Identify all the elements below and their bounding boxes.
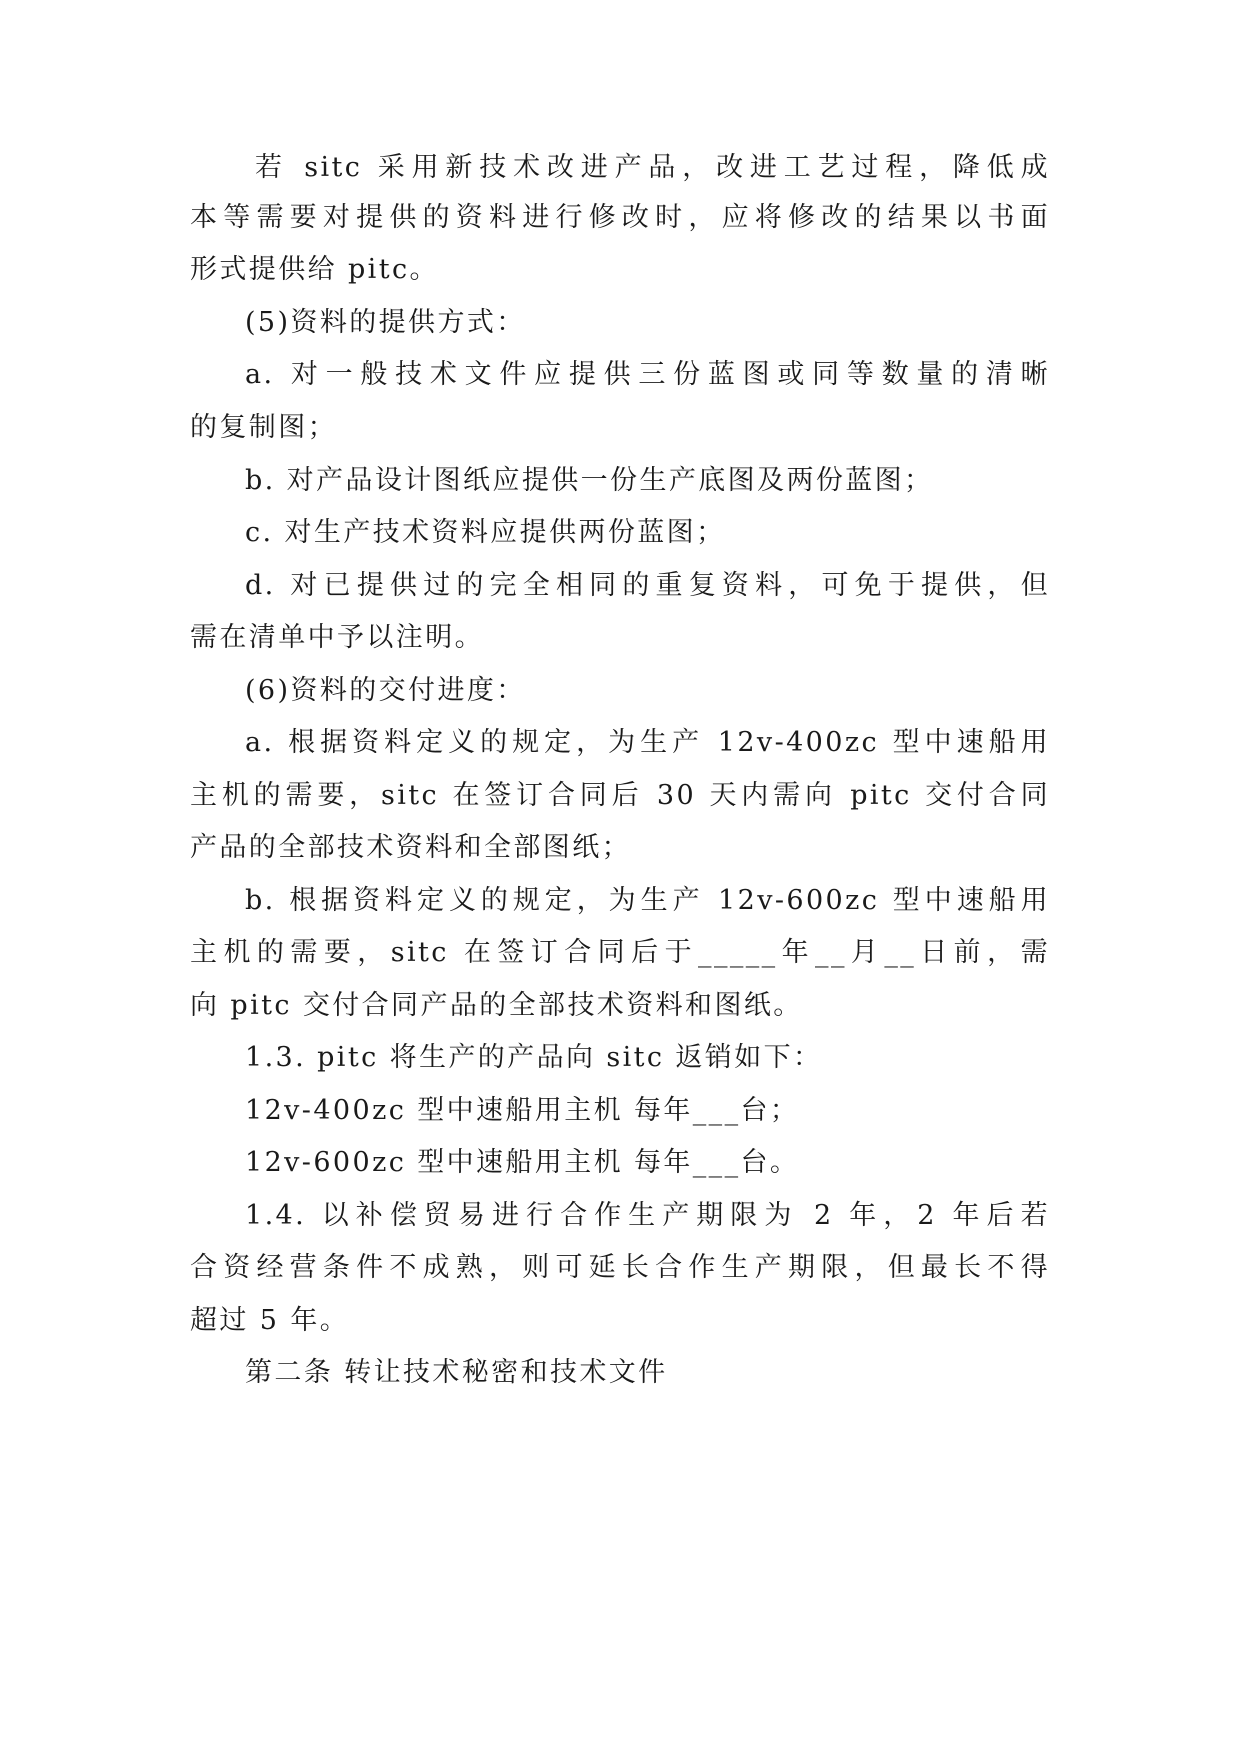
- paragraph-line: 的复制图；: [190, 412, 337, 443]
- list-item: b. 对产品设计图纸应提供一份生产底图及两份蓝图；: [245, 465, 934, 496]
- paragraph-line: 超过 5 年。: [190, 1305, 350, 1336]
- paragraph-line: 主机的需要，sitc 在签订合同后 30 天内需向 pitc 交付合同: [190, 780, 1050, 811]
- paragraph-line: 需在清单中予以注明。: [190, 622, 484, 653]
- paragraph-line: 形式提供给 pitc。: [190, 254, 439, 285]
- list-item: b. 根据资料定义的规定，为生产 12v-600zc 型中速船用: [245, 885, 1050, 916]
- clause-line: 1.3. pitc 将生产的产品向 sitc 返销如下：: [245, 1042, 823, 1073]
- clause-line: 12v-400zc 型中速船用主机 每年___台；: [245, 1095, 800, 1126]
- paragraph-line: 本等需要对提供的资料进行修改时，应将修改的结果以书面: [190, 202, 1050, 233]
- section-heading: (6)资料的交付进度：: [245, 675, 526, 706]
- list-item: a. 对一般技术文件应提供三份蓝图或同等数量的清晰: [245, 359, 1050, 390]
- paragraph-line: 合资经营条件不成熟，则可延长合作生产期限，但最长不得: [190, 1252, 1050, 1283]
- section-heading: (5)资料的提供方式：: [245, 307, 526, 338]
- paragraph-line: 主机的需要，sitc 在签订合同后于_____年__月__日前，需: [190, 937, 1050, 968]
- list-item: d. 对已提供过的完全相同的重复资料，可免于提供，但: [245, 570, 1050, 601]
- clause-line: 12v-600zc 型中速船用主机 每年___台。: [245, 1147, 800, 1178]
- list-item: a. 根据资料定义的规定，为生产 12v-400zc 型中速船用: [245, 727, 1050, 758]
- list-item: c. 对生产技术资料应提供两份蓝图；: [245, 517, 726, 548]
- paragraph-line: 向 pitc 交付合同产品的全部技术资料和图纸。: [190, 990, 803, 1021]
- clause-line: 1.4. 以补偿贸易进行合作生产期限为 2 年，2 年后若: [245, 1200, 1050, 1231]
- paragraph-line: 产品的全部技术资料和全部图纸；: [190, 832, 631, 863]
- paragraph-line: 若 sitc 采用新技术改进产品，改进工艺过程，降低成: [255, 152, 1050, 183]
- article-heading: 第二条 转让技术秘密和技术文件: [245, 1357, 668, 1388]
